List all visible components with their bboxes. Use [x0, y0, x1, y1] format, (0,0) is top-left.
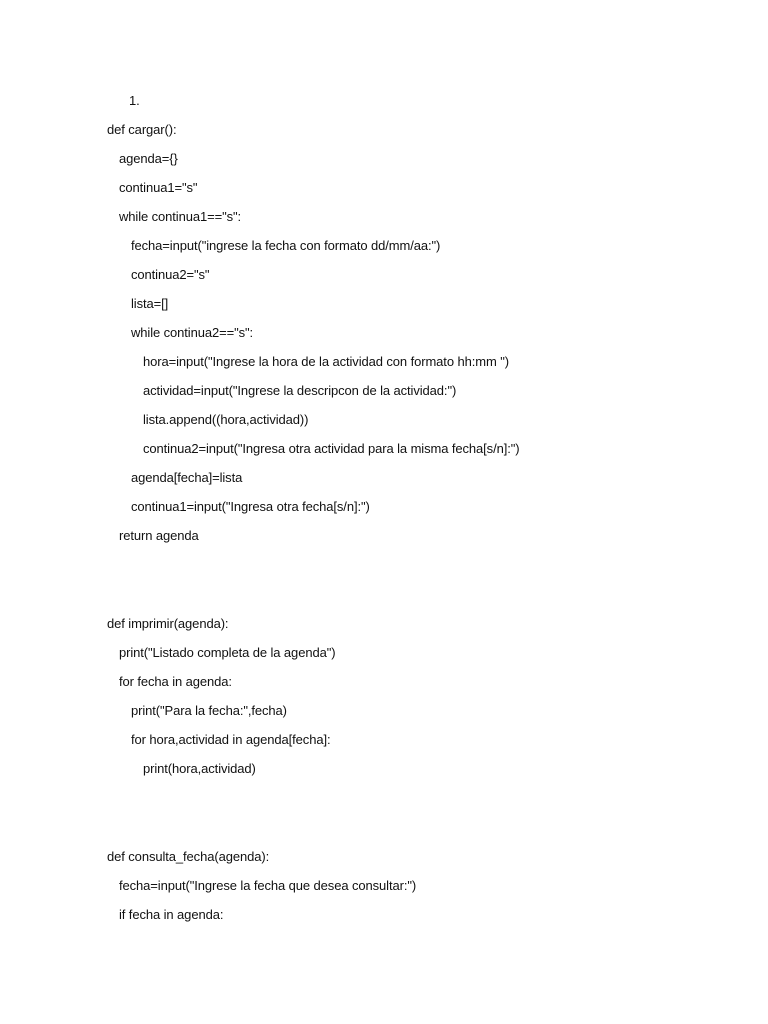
code-line: continua2="s" [131, 267, 210, 282]
code-line: continua1="s" [119, 180, 198, 195]
code-line: print("Para la fecha:",fecha) [131, 703, 287, 718]
code-line: print("Listado completa de la agenda") [119, 645, 336, 660]
code-line: for hora,actividad in agenda[fecha]: [131, 732, 331, 747]
code-line: hora=input("Ingrese la hora de la actividad con formato hh:mm ") [143, 354, 509, 369]
code-line: fecha=input("Ingrese la fecha que desea consultar:") [119, 878, 417, 893]
code-line: agenda={} [119, 151, 178, 166]
list-number: 1. [129, 93, 140, 108]
code-line: while continua2=="s": [131, 325, 254, 340]
code-line: fecha=input("ingrese la fecha con formato dd/mm/aa:") [131, 238, 441, 253]
code-line: def imprimir(agenda): [107, 616, 229, 631]
code-line: return agenda [119, 528, 199, 543]
code-line: lista=[] [131, 296, 169, 311]
code-line: def cargar(): [107, 122, 177, 137]
code-line: actividad=input("Ingrese la descripcon de la actividad:") [143, 383, 457, 398]
code-line: while continua1=="s": [119, 209, 242, 224]
code-line: continua2=input("Ingresa otra actividad para la misma fecha[s/n]:") [143, 441, 520, 456]
code-line: agenda[fecha]=lista [131, 470, 243, 485]
code-line: for fecha in agenda: [119, 674, 232, 689]
code-line: print(hora,actividad) [143, 761, 256, 776]
code-line: if fecha in agenda: [119, 907, 224, 922]
code-line: lista.append((hora,actividad)) [143, 412, 309, 427]
code-line: continua1=input("Ingresa otra fecha[s/n]:") [131, 499, 370, 514]
code-line: def consulta_fecha(agenda): [107, 849, 270, 864]
